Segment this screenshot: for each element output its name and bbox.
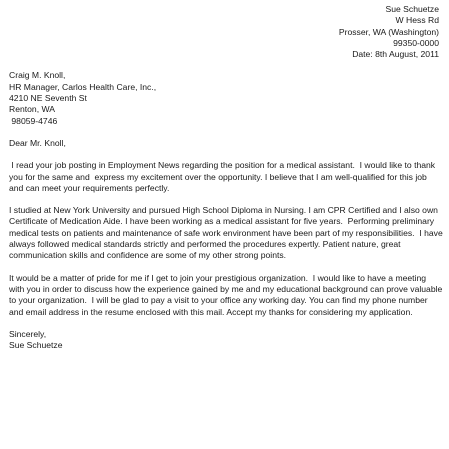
- valediction: Sincerely,: [9, 328, 47, 339]
- sender-zip: 99350-0000: [393, 37, 439, 48]
- sender-name: Sue Schuetze: [385, 4, 439, 14]
- recipient-title-company: HR Manager, Carlos Health Care, Inc.,: [9, 81, 157, 92]
- recipient-city-state: Renton, WA: [9, 104, 56, 115]
- sender-address-block: [9, 4, 443, 60]
- salutation: Dear Mr. Knoll,: [9, 137, 66, 148]
- recipient-name: Craig M. Knoll,: [9, 70, 66, 81]
- signature-name: Sue Schuetze: [9, 340, 63, 351]
- sender-city-state: Prosser, WA (Washington): [338, 26, 439, 37]
- letter-date: Date: 8th August, 2011: [352, 49, 439, 60]
- recipient-street: 4210 NE Seventh St: [9, 93, 87, 104]
- sender-street: W Hess Rd: [395, 15, 439, 26]
- recipient-address-block: [9, 70, 443, 126]
- cover-letter: [9, 4, 446, 351]
- body-paragraph-closing-request: It would be a matter of pride for me if I get to join your prestigious organization. I would like to have a meeting with you in order to discuss how the experience gained by me and my educational background can prove valuable to your organization. I will be glad to pay a visit to your office any working day. You can find my phone number and email address in the resume enclosed with this mail. Accept my thanks for considering my application.: [9, 272, 445, 317]
- body-paragraph-qualifications: I studied at New York University and pursued High School Diploma in Nursing. I am CPR Certified and I also own Certificate of Medication Aide. I have been working as a medical assistant for five years. Performing preliminary medical tests on patients and maintenance of safe work environment have been part of my responsibilities. I have always followed medical standards strictly and performed the procedures expertly. Patient nature, great communication skills and confidence are some of my other strong points.: [9, 205, 446, 261]
- recipient-zip: 98059-4746: [9, 115, 58, 126]
- closing-block: [9, 329, 443, 352]
- body-paragraph-intro: I read your job posting in Employment News regarding the position for a medical assistant. I would like to thank you for the same and express my excitement over the opportunity. I believe that I am well-qualified for this job and can meet your requirements perfectly.: [9, 160, 438, 193]
